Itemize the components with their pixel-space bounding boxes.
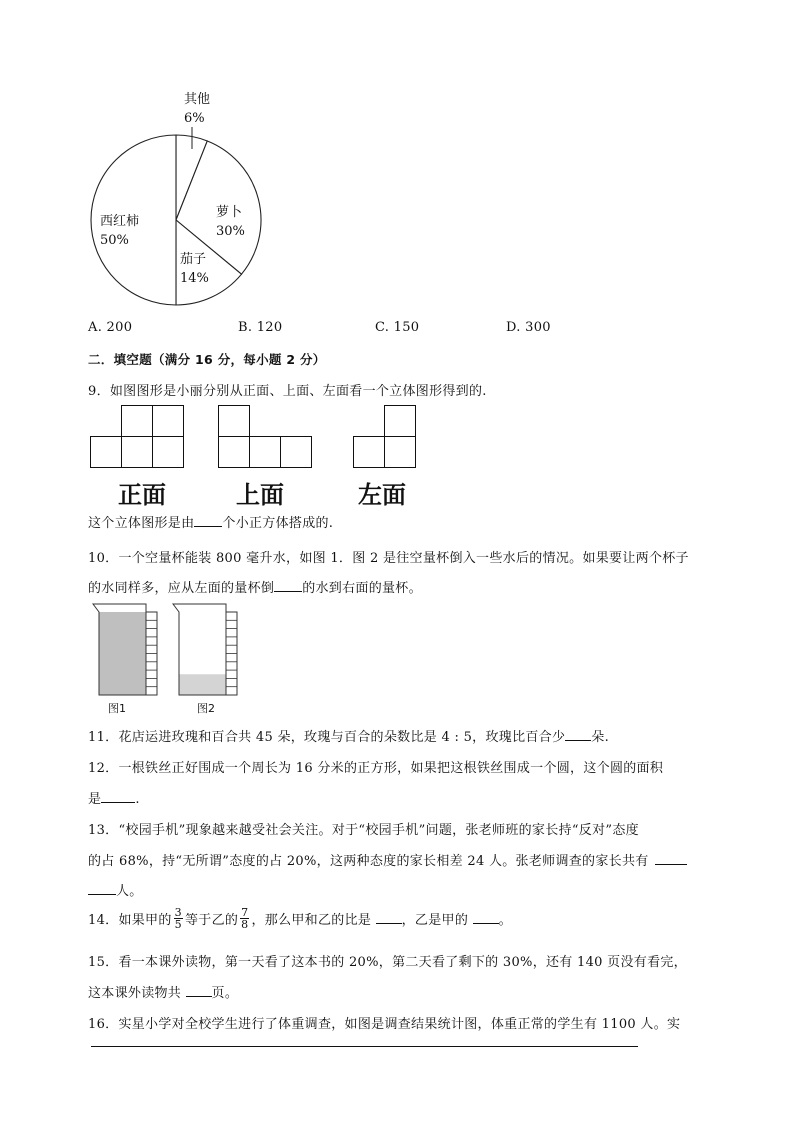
q9-text: 9．如图图形是小丽分别从正面、上面、左面看一个立体图形得到的. (88, 384, 487, 399)
q13-line3: 人。 (88, 880, 143, 899)
option-d[interactable]: D. 300 (506, 320, 551, 335)
q15-line1: 15．看一本课外读物，第一天看了这本书的 20%，第二天看了剩下的 30%，还有 140 页没有看完， (88, 955, 687, 970)
q11: 11．花店运进玫瑰和百合共 45 朵，玫瑰与百合的朵数比是 4 : 5，玫瑰比百合少 朵. (88, 730, 610, 745)
section-title: 二．填空题（满分 16 分，每小题 2 分） (88, 352, 326, 367)
q10-line1: 10．一个空量杯能装 800 毫升水，如图 1．图 2 是往空量杯倒入一些水后的情况。如果要让两个杯子 (88, 551, 689, 566)
q14-blank-a[interactable] (376, 911, 402, 924)
left-view-label: 左面 (358, 481, 406, 509)
pie-value-3: 50% (100, 233, 129, 248)
q15-blank[interactable] (186, 984, 212, 997)
option-a[interactable]: A. 200 (88, 320, 133, 335)
q13-line1: 13．“校园手机”现象越来越受社会关注。对于“校园手机”问题，张老师班的家长持“反对”态度 (88, 823, 639, 838)
q10-line2: 的水同样多，应从左面的量杯倒 的水到右面的量杯。 (88, 581, 422, 596)
option-b[interactable]: B. 120 (238, 320, 283, 335)
q14: 14．如果甲的 $\frac{3}{5}$ 等于乙的 $\frac{7}{8}$ ，那么甲和乙的比是 ，乙是甲的 。 (88, 906, 512, 931)
pie-label-3: 西红柿 (100, 214, 140, 229)
q9-blank[interactable] (194, 514, 222, 527)
q13-line2: 的占 68%，持“无所谓”态度的占 20%，这两种态度的家长相差 24 人。张老师调查的家长共有 (88, 850, 687, 869)
pie-chart (80, 85, 280, 315)
front-view-label: 正面 (118, 481, 166, 509)
q12-blank[interactable] (101, 790, 135, 803)
fig1-label: 图1 (108, 702, 126, 715)
q12-line1: 12．一根铁丝正好围成一个周长为 16 分米的正方形，如果把这根铁丝围成一个圆，这个圆的面积 (88, 761, 664, 776)
pie-value-2: 14% (180, 271, 209, 286)
q15-line2: 这本课外读物共 页。 (88, 986, 239, 1001)
pie-value-1: 30% (216, 224, 245, 239)
cup-1 (93, 604, 157, 695)
q16-line1: 16．实星小学对全校学生进行了体重调查，如图是调查结果统计图，体重正常的学生有 1100 人。实 (88, 1017, 681, 1032)
pie-label-2: 茄子 (180, 252, 207, 267)
fig2-label: 图2 (197, 702, 215, 715)
cup-2 (173, 604, 237, 695)
q14-blank-b[interactable] (473, 911, 499, 924)
q12-line2: 是 . (88, 792, 140, 807)
pie-label-0: 其他 (184, 92, 211, 107)
q11-blank[interactable] (565, 728, 591, 741)
top-view-label: 上面 (236, 481, 284, 509)
fraction-7-8: $\frac{7}{8}$ (241, 906, 249, 931)
option-c[interactable]: C. 150 (375, 320, 420, 335)
page-divider (91, 1046, 638, 1047)
fraction-3-5: $\frac{3}{5}$ (174, 906, 182, 931)
q9-answer: 这个立体图形是由 个小正方体搭成的. (88, 516, 334, 531)
pie-value-0: 6% (184, 111, 205, 126)
q13-blank-b[interactable] (88, 882, 116, 895)
q10-blank[interactable] (274, 579, 302, 592)
q13-blank-a[interactable] (655, 852, 687, 865)
pie-label-1: 萝卜 (216, 205, 243, 220)
